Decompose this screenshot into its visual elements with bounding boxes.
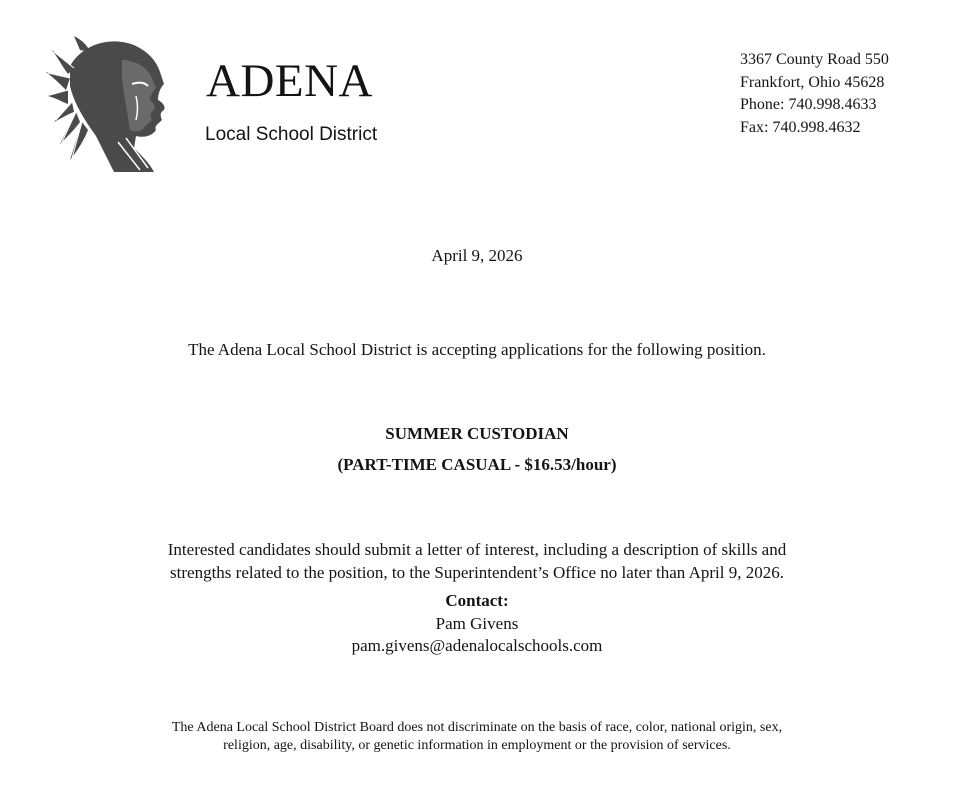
letter-intro: The Adena Local School District is accepting applications for the following position.: [188, 340, 766, 359]
address-street: 3367 County Road 550: [740, 51, 889, 68]
application-instructions: [0, 538, 954, 584]
contact-name: Pam Givens: [435, 614, 519, 633]
address-fax: Fax: 740.998.4632: [740, 118, 861, 136]
position-detail: (PART-TIME CASUAL - $16.53/hour): [337, 455, 617, 474]
letter-date: April 9, 2026: [431, 246, 523, 265]
address-phone: Phone: 740.998.4633: [740, 96, 877, 113]
district-logo-subtitle: Local School District: [205, 124, 378, 145]
footer-line-1: The Adena Local School District Board does not discriminate on the basis of race, color, national origin, sex,: [171, 720, 783, 735]
contact-email: pam.givens@adenalocalschools.com: [351, 636, 603, 655]
district-address-block: [740, 49, 889, 139]
instructions-line-2: strengths related to the position, to the Superintendent’s Office no later than April 9, 2026.: [170, 563, 784, 582]
nondiscrimination-footer: [0, 719, 954, 755]
contact-label: Contact:: [445, 591, 509, 610]
instructions-line-1: Interested candidates should submit a letter of interest, including a description of skills and: [167, 540, 787, 559]
district-logo-name: ADENA: [206, 55, 373, 107]
address-city-state-zip: Frankfort, Ohio 45628: [740, 73, 885, 91]
position-title: SUMMER CUSTODIAN: [385, 424, 569, 443]
footer-line-2: religion, age, disability, or genetic information in employment or the provision of services.: [223, 738, 731, 753]
district-logo-icon: [44, 32, 170, 174]
